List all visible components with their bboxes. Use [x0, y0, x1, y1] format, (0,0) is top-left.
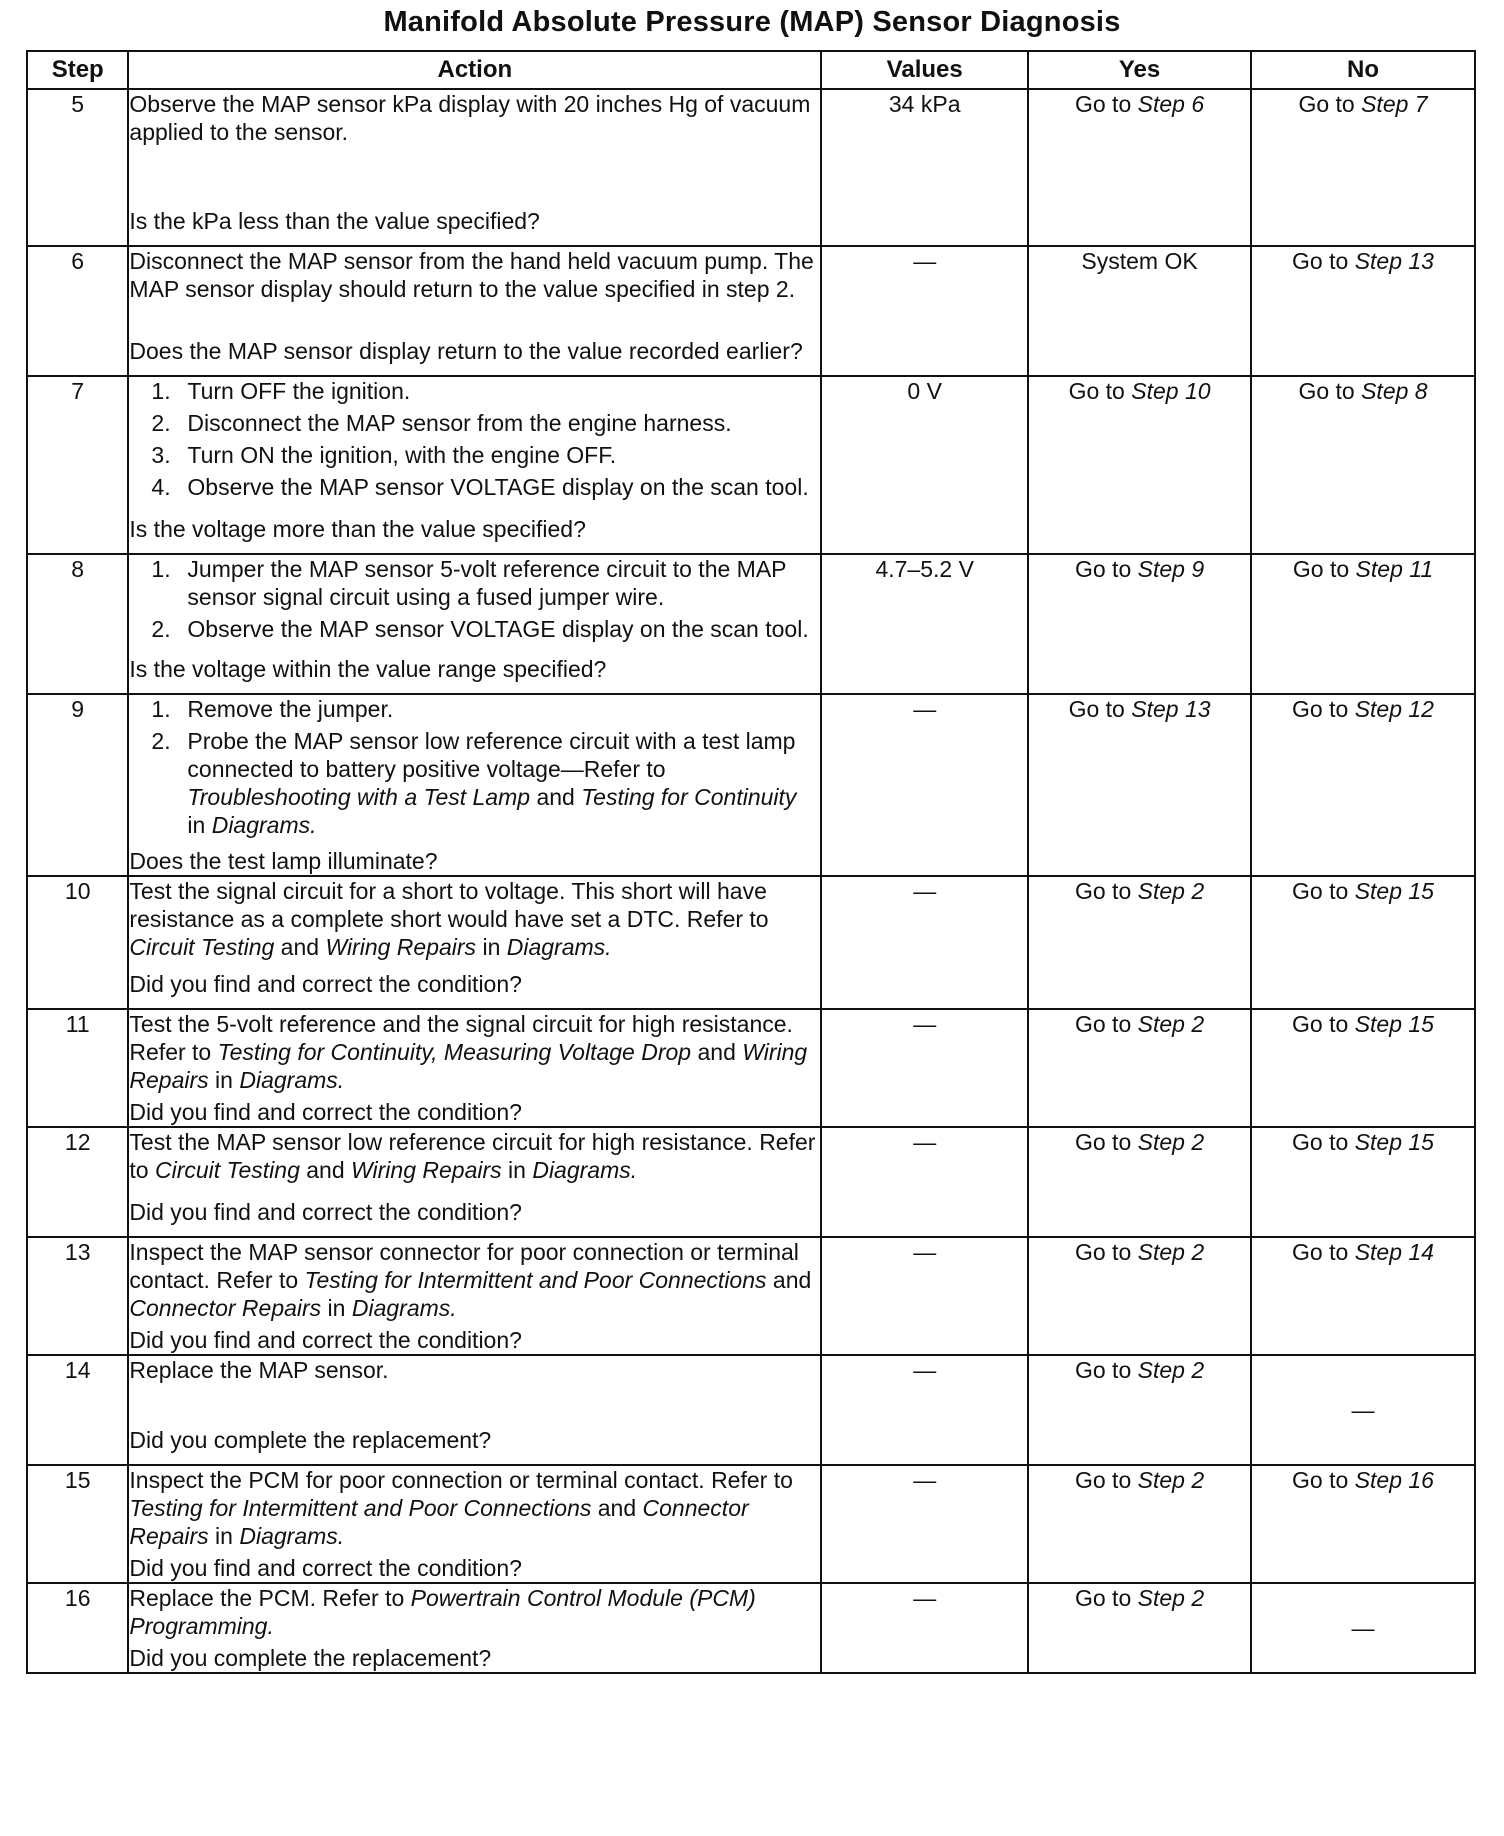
- step-number: 15: [27, 1465, 128, 1583]
- no-outcome: Go to Step 12: [1251, 694, 1475, 876]
- yes-outcome: Go to Step 2: [1028, 1237, 1251, 1355]
- action-steps-list: [129, 695, 820, 839]
- action-step-item: 1. Turn OFF the ignition.: [151, 378, 411, 404]
- action-cell: [128, 1583, 821, 1673]
- header-action: Action: [128, 51, 821, 89]
- action-text: Observe the MAP sensor kPa display with 20 inches Hg of vacuum applied to the sensor.: [129, 91, 811, 145]
- table-row: [27, 1237, 1475, 1355]
- action-cell: [128, 876, 821, 1009]
- yes-outcome: Go to Step 2: [1028, 1583, 1251, 1673]
- action-text: Inspect the MAP sensor connector for poor connection or terminal contact. Refer to Testing for Intermittent and Poor Connections and Connector Repairs in Diagrams.: [129, 1239, 812, 1321]
- table-body: [27, 89, 1475, 1673]
- value-cell: —: [821, 1009, 1028, 1127]
- yes-outcome: Go to Step 9: [1028, 554, 1251, 694]
- document-title: Manifold Absolute Pressure (MAP) Sensor Diagnosis: [383, 6, 1121, 38]
- yes-outcome: Go to Step 13: [1028, 694, 1251, 876]
- action-step-item: 4. Observe the MAP sensor VOLTAGE display on the scan tool.: [151, 474, 809, 500]
- action-cell: [128, 1237, 821, 1355]
- yes-outcome: Go to Step 6: [1028, 89, 1251, 246]
- yes-outcome: Go to Step 10: [1028, 376, 1251, 554]
- no-outcome: Go to Step 16: [1251, 1465, 1475, 1583]
- value-cell: —: [821, 1237, 1028, 1355]
- yes-outcome: Go to Step 2: [1028, 1009, 1251, 1127]
- action-question: Did you find and correct the condition?: [129, 1199, 522, 1225]
- no-outcome: —: [1251, 1355, 1475, 1465]
- no-outcome: Go to Step 8: [1251, 376, 1475, 554]
- step-number: 6: [27, 246, 128, 376]
- action-cell: [128, 1465, 821, 1583]
- table-row: [27, 694, 1475, 876]
- action-question: Did you find and correct the condition?: [129, 971, 522, 997]
- value-cell: —: [821, 876, 1028, 1009]
- value-cell: —: [821, 1465, 1028, 1583]
- action-text: Replace the MAP sensor.: [129, 1357, 389, 1383]
- no-outcome: Go to Step 11: [1251, 554, 1475, 694]
- action-step-item: 1. Jumper the MAP sensor 5-volt reference circuit to the MAP sensor signal circuit using a fused jumper wire.: [151, 556, 787, 610]
- table-row: [27, 246, 1475, 376]
- step-number: 13: [27, 1237, 128, 1355]
- no-outcome: —: [1251, 1583, 1475, 1673]
- table-row: [27, 376, 1475, 554]
- action-question: Did you find and correct the condition?: [129, 1555, 522, 1581]
- action-question: Did you complete the replacement?: [129, 1427, 492, 1453]
- diagnosis-table: [26, 50, 1476, 1674]
- step-number: 16: [27, 1583, 128, 1673]
- header-values: Values: [821, 51, 1028, 89]
- header-step: Step: [27, 51, 128, 89]
- step-number: 11: [27, 1009, 128, 1127]
- action-step-item: 2. Probe the MAP sensor low reference circuit with a test lamp connected to battery positive voltage—Refer to Troubleshooting with a Test Lamp and Testing for Continuity in Diagrams.: [151, 728, 797, 838]
- value-cell: 4.7–5.2 V: [821, 554, 1028, 694]
- table-row: [27, 554, 1475, 694]
- action-question: Does the MAP sensor display return to the value recorded earlier?: [129, 338, 803, 364]
- action-text: Test the 5-volt reference and the signal circuit for high resistance. Refer to Testing for Continuity, Measuring Voltage Drop and Wiring Repairs in Diagrams.: [129, 1011, 808, 1093]
- action-question: Is the kPa less than the value specified?: [129, 208, 540, 234]
- step-number: 8: [27, 554, 128, 694]
- action-step-item: 2. Observe the MAP sensor VOLTAGE display on the scan tool.: [151, 616, 809, 642]
- action-text: Test the signal circuit for a short to voltage. This short will have resistance as a complete short would have set a DTC. Refer to Circuit Testing and Wiring Repairs in Diagrams.: [129, 878, 769, 960]
- yes-outcome: System OK: [1028, 246, 1251, 376]
- action-text: Replace the PCM. Refer to Powertrain Control Module (PCM) Programming.: [129, 1585, 756, 1639]
- table-row: [27, 1465, 1475, 1583]
- no-outcome: Go to Step 14: [1251, 1237, 1475, 1355]
- table-header-row: [27, 51, 1475, 89]
- table-row: [27, 1355, 1475, 1465]
- no-outcome: Go to Step 15: [1251, 1009, 1475, 1127]
- value-cell: —: [821, 246, 1028, 376]
- action-text: Test the MAP sensor low reference circuit for high resistance. Refer to Circuit Testing and Wiring Repairs in Diagrams.: [129, 1129, 816, 1183]
- step-number: 14: [27, 1355, 128, 1465]
- value-cell: —: [821, 694, 1028, 876]
- value-cell: 0 V: [821, 376, 1028, 554]
- step-number: 10: [27, 876, 128, 1009]
- no-outcome: Go to Step 15: [1251, 876, 1475, 1009]
- action-question: Is the voltage within the value range specified?: [129, 656, 607, 682]
- table-row: [27, 1009, 1475, 1127]
- step-number: 12: [27, 1127, 128, 1237]
- yes-outcome: Go to Step 2: [1028, 876, 1251, 1009]
- table-row: [27, 89, 1475, 246]
- step-number: 9: [27, 694, 128, 876]
- step-number: 5: [27, 89, 128, 246]
- value-cell: —: [821, 1127, 1028, 1237]
- no-outcome: Go to Step 15: [1251, 1127, 1475, 1237]
- no-outcome: Go to Step 7: [1251, 89, 1475, 246]
- action-text: Disconnect the MAP sensor from the hand held vacuum pump. The MAP sensor display should return to the value specified in step 2.: [129, 248, 814, 302]
- yes-outcome: Go to Step 2: [1028, 1127, 1251, 1237]
- action-cell: [128, 89, 821, 246]
- action-question: Did you find and correct the condition?: [129, 1099, 522, 1125]
- action-question: Does the test lamp illuminate?: [129, 848, 438, 874]
- no-outcome: Go to Step 13: [1251, 246, 1475, 376]
- action-step-item: 2. Disconnect the MAP sensor from the engine harness.: [151, 410, 732, 436]
- yes-outcome: Go to Step 2: [1028, 1465, 1251, 1583]
- action-text: Inspect the PCM for poor connection or terminal contact. Refer to Testing for Intermittent and Poor Connections and Connector Repairs in Diagrams.: [129, 1467, 793, 1549]
- action-step-item: 3. Turn ON the ignition, with the engine OFF.: [151, 442, 617, 468]
- action-question: Is the voltage more than the value specified?: [129, 516, 586, 542]
- action-cell: [128, 694, 821, 876]
- action-question: Did you find and correct the condition?: [129, 1327, 522, 1353]
- value-cell: —: [821, 1583, 1028, 1673]
- action-question: Did you complete the replacement?: [129, 1645, 492, 1671]
- header-yes: Yes: [1028, 51, 1251, 89]
- action-cell: [128, 1127, 821, 1237]
- action-cell: [128, 1355, 821, 1465]
- action-steps-list: [129, 377, 820, 501]
- action-cell: [128, 246, 821, 376]
- step-number: 7: [27, 376, 128, 554]
- action-cell: [128, 376, 821, 554]
- value-cell: —: [821, 1355, 1028, 1465]
- value-cell: 34 kPa: [821, 89, 1028, 246]
- action-cell: [128, 554, 821, 694]
- table-row: [27, 1127, 1475, 1237]
- header-no: No: [1251, 51, 1475, 89]
- table-row: [27, 1583, 1475, 1673]
- action-steps-list: [129, 555, 820, 643]
- action-step-item: 1. Remove the jumper.: [151, 696, 394, 722]
- yes-outcome: Go to Step 2: [1028, 1355, 1251, 1465]
- table-row: [27, 876, 1475, 1009]
- action-cell: [128, 1009, 821, 1127]
